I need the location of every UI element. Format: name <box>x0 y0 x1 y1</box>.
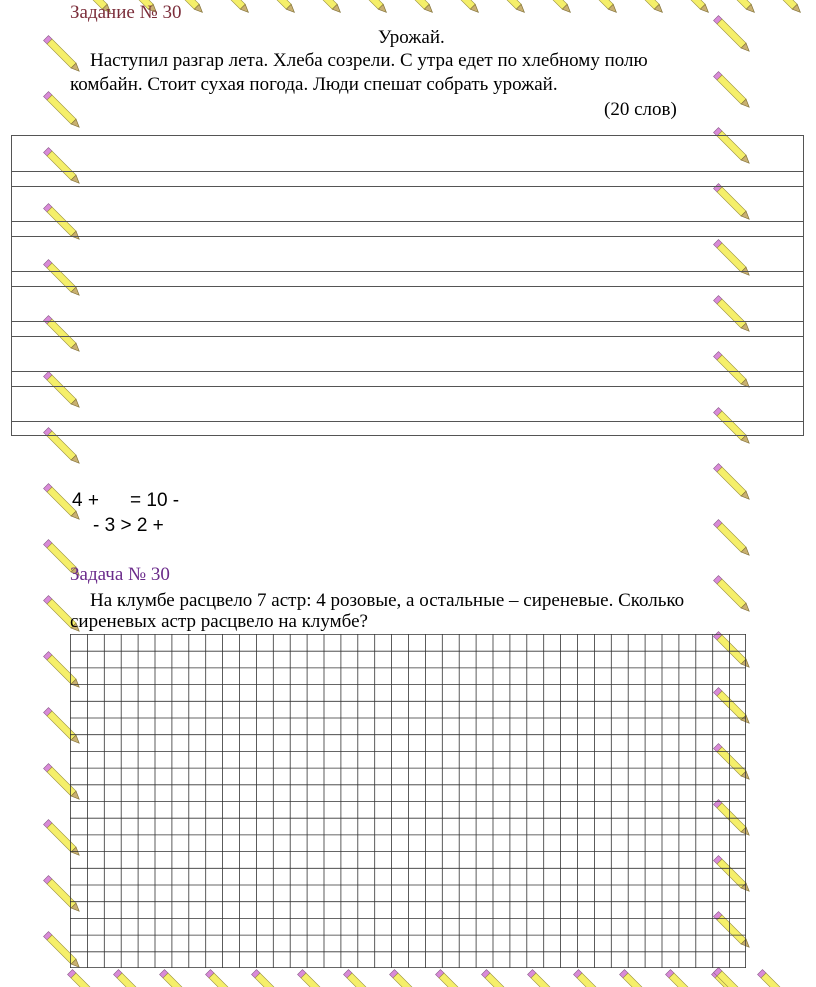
pencil-icon <box>400 0 435 15</box>
squared-grid[interactable] <box>70 634 746 968</box>
pencil-icon <box>344 970 375 987</box>
pencil-icon <box>714 72 752 110</box>
math-expr-2: - 3 > 2 + <box>93 515 164 536</box>
pencil-icon <box>262 0 297 15</box>
task-heading: Задание № 30 <box>70 2 182 23</box>
pencil-icon <box>44 36 82 74</box>
pencil-icon <box>714 16 752 54</box>
math-expr-1-left: 4 + <box>72 490 99 511</box>
problem-line-2: сиреневых астр расцвело на клумбе? <box>70 611 368 632</box>
writing-lines[interactable] <box>11 135 804 436</box>
writing-line <box>12 371 803 372</box>
pencil-icon <box>714 464 752 502</box>
pencil-icon <box>390 970 421 987</box>
writing-line <box>12 421 803 422</box>
pencil-icon <box>666 970 697 987</box>
pencil-icon <box>298 970 329 987</box>
pencil-icon <box>206 970 237 987</box>
problem-line-1: На клумбе расцвело 7 астр: 4 розовые, а остальные – сиреневые. Сколько <box>90 590 685 611</box>
writing-line <box>12 171 803 172</box>
pencil-icon <box>538 0 573 15</box>
math-expr-1-right: = 10 - <box>130 490 180 511</box>
problem-heading: Задача № 30 <box>70 564 170 585</box>
pencil-icon <box>630 0 665 15</box>
dictation-title: Урожай. <box>378 27 445 48</box>
dictation-line-2: комбайн. Стоит сухая погода. Люди спешат собрать урожай. <box>70 74 558 95</box>
pencil-icon <box>114 970 145 987</box>
pencil-icon <box>446 0 481 15</box>
pencil-icon <box>160 970 191 987</box>
writing-line <box>12 336 803 337</box>
pencil-icon <box>768 0 803 15</box>
pencil-icon <box>676 0 711 15</box>
pencil-icon <box>44 92 82 130</box>
writing-line <box>12 286 803 287</box>
pencil-icon <box>482 970 513 987</box>
pencil-icon <box>68 970 99 987</box>
pencil-icon <box>584 0 619 15</box>
pencil-icon <box>252 970 283 987</box>
pencil-icon <box>714 576 752 614</box>
pencil-icon <box>722 0 757 15</box>
writing-line <box>12 236 803 237</box>
pencil-icon <box>758 970 789 987</box>
pencil-icon <box>436 970 467 987</box>
writing-line <box>12 221 803 222</box>
writing-line <box>12 321 803 322</box>
writing-line <box>12 271 803 272</box>
word-count: (20 слов) <box>604 99 677 120</box>
pencil-icon <box>714 968 752 987</box>
pencil-icon <box>216 0 251 15</box>
pencil-icon <box>354 0 389 15</box>
writing-line <box>12 386 803 387</box>
pencil-icon <box>528 970 559 987</box>
pencil-icon <box>308 0 343 15</box>
pencil-icon <box>574 970 605 987</box>
pencil-icon <box>492 0 527 15</box>
writing-line <box>12 186 803 187</box>
pencil-icon <box>714 520 752 558</box>
pencil-icon <box>620 970 651 987</box>
dictation-line-1: Наступил разгар лета. Хлеба созрели. С утра едет по хлебному полю <box>90 50 648 71</box>
